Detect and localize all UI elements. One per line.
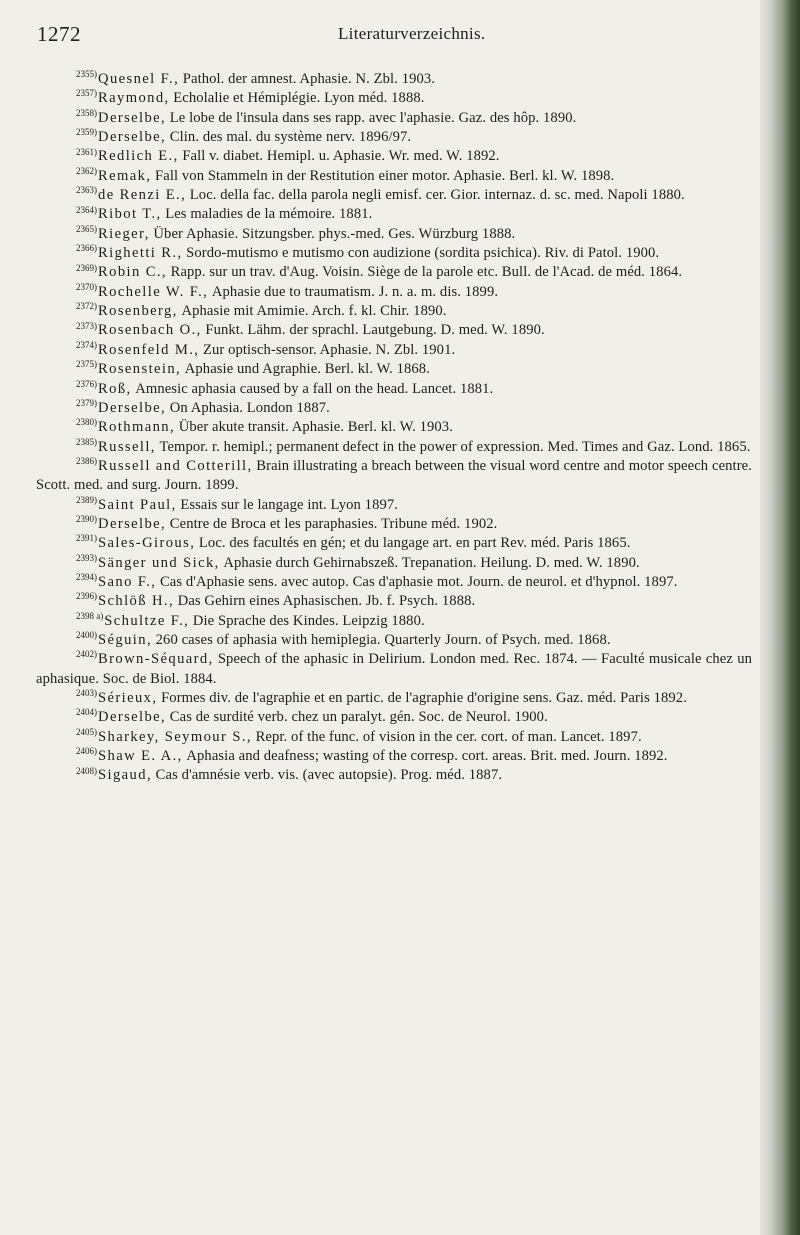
- entry-author: Raymond,: [98, 90, 170, 107]
- entry-number: 2359): [76, 127, 97, 138]
- entry-number: 2365): [76, 223, 97, 234]
- entry-author: Rosenstein,: [98, 361, 182, 378]
- entry-reference: Aphasie mit Amimie. Arch. f. kl. Chir. 1890.: [181, 303, 447, 320]
- entry-number: 2390): [76, 514, 97, 525]
- entry-reference: 260 cases of aphasia with hemiplegia. Quarterly Journ. of Psych. med. 1868.: [155, 631, 611, 648]
- entry-number: 2375): [76, 359, 97, 370]
- entry-reference: Tempor. r. hemipl.; permanent defect in the power of expression. Med. Times and Gaz. Lond. 1865.: [159, 438, 751, 455]
- bibliography-entry: [36, 225, 752, 244]
- entry-author: Ribot T.,: [98, 206, 162, 223]
- entry-reference: Die Sprache des Kindes. Leipzig 1880.: [192, 612, 425, 629]
- bibliography-entry: [36, 341, 752, 360]
- bibliography-entry: [36, 89, 752, 108]
- bibliography-entry: [36, 554, 752, 573]
- entry-number: 2357): [76, 88, 97, 99]
- entry-reference: Brain illustrating a breach between the visual word centre and motor speech centre. Scott. med. and surg. Journ. 1899.: [36, 457, 752, 494]
- bibliography-entry: [36, 438, 752, 457]
- entry-reference: Clin. des mal. du système nerv. 1896/97.: [169, 129, 412, 146]
- entry-author: Sigaud,: [98, 767, 152, 784]
- bibliography-entry: [36, 728, 752, 747]
- entry-reference: Aphasie und Agraphie. Berl. kl. W. 1868.: [184, 361, 430, 378]
- entry-reference: Les maladies de la mémoire. 1881.: [165, 206, 373, 223]
- entry-number: 2369): [76, 262, 97, 273]
- entry-author: Righetti R.,: [98, 245, 183, 262]
- bibliography-entry: [36, 631, 752, 650]
- entry-reference: Aphasia and deafness; wasting of the corresp. cort. areas. Brit. med. Journ. 1892.: [186, 748, 668, 765]
- bibliography-entry: [36, 321, 752, 340]
- entry-number: 2366): [76, 243, 97, 254]
- bibliography-entry: [36, 766, 752, 785]
- entry-number: 2405): [76, 726, 97, 737]
- entry-author: Shaw E. A.,: [98, 748, 183, 765]
- entry-number: 2394): [76, 572, 97, 583]
- entry-author: Russell and Cotterill,: [98, 457, 253, 474]
- entry-number: 2391): [76, 533, 97, 544]
- bibliography-entry: [36, 747, 752, 766]
- entry-number: 2358): [76, 107, 97, 118]
- entry-number: 2380): [76, 417, 97, 428]
- bibliography-entry: [36, 186, 752, 205]
- entry-number: 2361): [76, 146, 97, 157]
- bibliography-entry: [36, 380, 752, 399]
- entry-author: Remak,: [98, 167, 152, 184]
- entry-reference: Fall von Stammeln in der Restitution einer motor. Aphasie. Berl. kl. W. 1898.: [155, 167, 615, 184]
- entry-author: Rieger,: [98, 225, 150, 242]
- entry-reference: Cas de surdité verb. chez un paralyt. gén. Soc. de Neurol. 1900.: [169, 709, 548, 726]
- entry-number: 2408): [76, 765, 97, 776]
- entry-number: 2398 a): [76, 610, 104, 621]
- entry-author: Derselbe,: [98, 709, 167, 726]
- entry-number: 2396): [76, 591, 97, 602]
- entry-reference: Echolalie et Hémiplégie. Lyon méd. 1888.: [173, 90, 425, 107]
- entry-reference: Speech of the aphasic in Delirium. London med. Rec. 1874. — Faculté musicale chez un aphasique. Soc. de Biol. 1884.: [36, 651, 752, 687]
- entry-reference: Loc. della fac. della parola negli emisf. cer. Gior. internaz. d. sc. med. Napoli 1880.: [189, 187, 685, 204]
- entry-number: 2372): [76, 301, 97, 312]
- entry-reference: Aphasie durch Gehirnabszeß. Trepanation. Heilung. D. med. W. 1890.: [223, 554, 640, 571]
- entry-author: Sérieux,: [98, 690, 158, 706]
- entry-reference: Funkt. Lähm. der sprachl. Lautgebung. D. med. W. 1890.: [205, 322, 545, 339]
- entry-reference: On Aphasia. London 1887.: [169, 399, 330, 416]
- entry-number: 2406): [76, 746, 97, 757]
- bibliography-entry: [36, 496, 752, 515]
- entry-reference: Essais sur le langage int. Lyon 1897.: [180, 496, 399, 513]
- entry-number: 2362): [76, 165, 97, 176]
- entry-number: 2364): [76, 204, 97, 215]
- entry-author: Brown-Séquard,: [98, 651, 214, 668]
- bibliography-entry: [36, 592, 752, 611]
- entry-author: Robin C.,: [98, 264, 167, 281]
- entry-author: Séguin,: [98, 631, 152, 648]
- entry-author: Derselbe,: [98, 515, 167, 532]
- bibliography-entry: [36, 515, 752, 534]
- bibliography-entry: [36, 708, 752, 727]
- entry-author: Redlich E.,: [98, 148, 179, 165]
- entry-reference: Das Gehirn eines Aphasischen. Jb. f. Psych. 1888.: [177, 593, 476, 610]
- entry-reference: Le lobe de l'insula dans ses rapp. avec l'aphasie. Gaz. des hôp. 1890.: [169, 109, 577, 126]
- entry-author: Sales-Girous,: [98, 535, 196, 552]
- entry-number: 2379): [76, 397, 97, 408]
- bibliography-entry: [36, 205, 752, 224]
- entry-number: 2386): [76, 456, 97, 467]
- bibliography-entry: [36, 399, 752, 418]
- entry-author: Sänger und Sick,: [98, 554, 220, 571]
- entry-number: 2400): [76, 630, 97, 641]
- bibliography-entry: [36, 167, 752, 186]
- entry-reference: Über akute transit. Aphasie. Berl. kl. W. 1903.: [178, 419, 453, 436]
- entry-reference: Cas d'Aphasie sens. avec autop. Cas d'aphasie mot. Journ. de neurol. et d'hypnol. 1897.: [159, 573, 678, 590]
- entry-reference: Sordo-mutismo e mutismo con audizione (sordita psichica). Riv. di Patol. 1900.: [186, 245, 660, 262]
- entry-reference: Formes div. de l'agraphie et en partic. de l'agraphie d'origine sens. Gaz. méd. Paris 1892.: [161, 690, 687, 706]
- entry-reference: Fall v. diabet. Hemipl. u. Aphasie. Wr. med. W. 1892.: [182, 148, 500, 165]
- page-number: 1272: [37, 22, 81, 46]
- entry-number: 2385): [76, 436, 97, 447]
- entry-reference: Zur optisch-sensor. Aphasie. N. Zbl. 1901.: [202, 341, 456, 358]
- entry-author: Quesnel F.,: [98, 71, 180, 87]
- entry-reference: Über Aphasie. Sitzungsber. phys.-med. Ges. Würzburg 1888.: [153, 225, 516, 242]
- bibliography-entry: [36, 283, 752, 302]
- entry-author: Rosenberg,: [98, 303, 178, 320]
- entry-author: Derselbe,: [98, 109, 167, 126]
- entry-author: Russell,: [98, 438, 156, 455]
- bibliography-entry: [36, 650, 752, 689]
- bibliography-entry: [36, 244, 752, 263]
- entry-author: Sano F.,: [98, 573, 157, 590]
- entry-number: 2355): [76, 69, 97, 80]
- entry-author: Roß,: [98, 380, 132, 397]
- bibliography-entry: [36, 263, 752, 282]
- bibliography-entry: [36, 418, 752, 437]
- entry-author: Rosenfeld M.,: [98, 341, 200, 358]
- bibliography-entry: [36, 302, 752, 321]
- entry-reference: Amnesic aphasia caused by a fall on the head. Lancet. 1881.: [135, 380, 494, 397]
- entry-number: 2374): [76, 339, 97, 350]
- page-header: [0, 22, 760, 52]
- bibliography-entry: [36, 128, 752, 147]
- entry-reference: Repr. of the func. of vision in the cer. cort. of man. Lancet. 1897.: [255, 728, 642, 745]
- entry-reference: Aphasie due to traumatism. J. n. a. m. dis. 1899.: [211, 283, 499, 300]
- entry-author: Derselbe,: [98, 399, 167, 416]
- entry-number: 2389): [76, 494, 97, 505]
- entry-number: 2403): [76, 688, 97, 699]
- running-title: Literaturverzeichnis.: [338, 24, 486, 43]
- entry-author: Schlöß H.,: [98, 593, 175, 610]
- bibliography-list: [36, 70, 752, 786]
- bibliography-entry: [36, 689, 752, 708]
- entry-number: 2404): [76, 707, 97, 718]
- bibliography-entry: [36, 457, 752, 496]
- entry-number: 2393): [76, 552, 97, 563]
- entry-author: Schultze F.,: [104, 612, 190, 629]
- bibliography-entry: [36, 612, 752, 631]
- bibliography-entry: [36, 360, 752, 379]
- entry-reference: Loc. des facultés en gén; et du langage art. en part Rev. méd. Paris 1865.: [198, 535, 631, 552]
- entry-author: Rosenbach O.,: [98, 322, 202, 339]
- entry-reference: Rapp. sur un trav. d'Aug. Voisin. Siège de la parole etc. Bull. de l'Acad. de méd. 1864.: [170, 264, 683, 281]
- page-edge-shadow: [760, 0, 800, 1235]
- bibliography-entry: [36, 147, 752, 166]
- bibliography-entry: [36, 573, 752, 592]
- entry-number: 2402): [76, 649, 97, 660]
- bibliography-entry: [36, 109, 752, 128]
- entry-number: 2373): [76, 320, 97, 331]
- entry-number: 2370): [76, 281, 97, 292]
- entry-author: Saint Paul,: [98, 496, 177, 513]
- entry-reference: Centre de Broca et les paraphasies. Tribune méd. 1902.: [169, 515, 498, 532]
- entry-author: Derselbe,: [98, 129, 167, 146]
- entry-author: de Renzi E.,: [98, 187, 187, 204]
- entry-author: Rochelle W. F.,: [98, 283, 209, 300]
- bibliography-entry: [36, 534, 752, 553]
- entry-reference: Cas d'amnésie verb. vis. (avec autopsie). Prog. méd. 1887.: [155, 767, 503, 784]
- bibliography-entry: [36, 70, 752, 89]
- entry-number: 2376): [76, 378, 97, 389]
- entry-reference: Pathol. der amnest. Aphasie. N. Zbl. 1903.: [182, 71, 436, 87]
- entry-number: 2363): [76, 185, 97, 196]
- entry-author: Sharkey, Seymour S.,: [98, 728, 252, 745]
- entry-author: Rothmann,: [98, 419, 176, 436]
